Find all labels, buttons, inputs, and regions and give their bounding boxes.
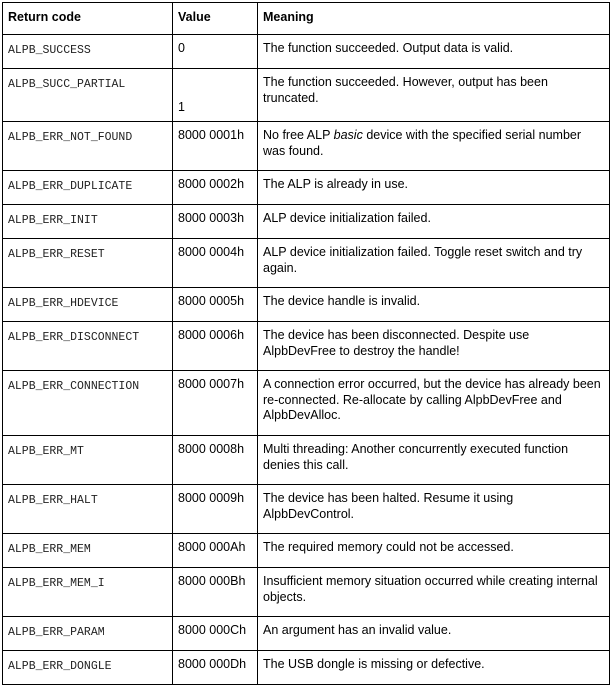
meaning-cell: The ALP is already in use. (258, 171, 610, 205)
return-code-cell: ALPB_ERR_MEM_I (3, 568, 173, 617)
meaning-cell: The required memory could not be accessed. (258, 534, 610, 568)
table-row (3, 485, 610, 534)
table-row (3, 568, 610, 617)
return-code-cell: ALPB_ERR_RESET (3, 239, 173, 288)
meaning-cell (258, 122, 610, 171)
value-cell: 8000 0004h (173, 239, 258, 288)
meaning-cell: The USB dongle is missing or defective. (258, 651, 610, 685)
value-cell: 8000 000Ch (173, 617, 258, 651)
table-row (3, 205, 610, 239)
table-row (3, 322, 610, 371)
table-row (3, 122, 610, 171)
meaning-text: No free ALP (263, 128, 334, 142)
return-code-cell: ALPB_ERR_DONGLE (3, 651, 173, 685)
return-code-cell: ALPB_ERR_DUPLICATE (3, 171, 173, 205)
return-code-cell: ALPB_ERR_NOT_FOUND (3, 122, 173, 171)
meaning-text: basic (333, 128, 363, 142)
table-row (3, 239, 610, 288)
return-code-cell: ALPB_ERR_MEM (3, 534, 173, 568)
header-value: Value (173, 3, 258, 35)
value-cell: 8000 0006h (173, 322, 258, 371)
return-code-cell: ALPB_ERR_PARAM (3, 617, 173, 651)
meaning-cell: The device has been disconnected. Despite use AlpbDevFree to destroy the handle! (258, 322, 610, 371)
value-cell: 0 (173, 35, 258, 69)
value-cell: 8000 0008h (173, 436, 258, 485)
return-code-cell: ALPB_ERR_HALT (3, 485, 173, 534)
value-cell: 8000 000Ah (173, 534, 258, 568)
meaning-cell: The device has been halted. Resume it using AlpbDevControl. (258, 485, 610, 534)
meaning-cell: Multi threading: Another concurrently executed function denies this call. (258, 436, 610, 485)
table-row (3, 651, 610, 685)
return-code-cell: ALPB_ERR_CONNECTION (3, 371, 173, 436)
table-header-row (3, 3, 610, 35)
meaning-text: device with the specified serial number was found. (263, 128, 582, 158)
meaning-cell: Insufficient memory situation occurred while creating internal objects. (258, 568, 610, 617)
return-code-table (2, 2, 610, 685)
table-row (3, 617, 610, 651)
meaning-cell: The function succeeded. Output data is valid. (258, 35, 610, 69)
value-cell: 8000 0009h (173, 485, 258, 534)
return-code-cell: ALPB_ERR_HDEVICE (3, 288, 173, 322)
meaning-cell: The device handle is invalid. (258, 288, 610, 322)
value-cell: 8000 000Dh (173, 651, 258, 685)
header-meaning: Meaning (258, 3, 610, 35)
table-row (3, 288, 610, 322)
meaning-cell: ALP device initialization failed. (258, 205, 610, 239)
meaning-cell: The function succeeded. However, output has been truncated. (258, 69, 610, 122)
meaning-cell: A connection error occurred, but the device has already been re-connected. Re-allocate by calling AlpbDevFree and AlpbDevAlloc. (258, 371, 610, 436)
value-cell: 8000 0003h (173, 205, 258, 239)
meaning-cell: ALP device initialization failed. Toggle reset switch and try again. (258, 239, 610, 288)
return-code-cell: ALPB_SUCCESS (3, 35, 173, 69)
meaning-cell: An argument has an invalid value. (258, 617, 610, 651)
header-return-code: Return code (3, 3, 173, 35)
return-code-cell: ALPB_ERR_MT (3, 436, 173, 485)
table-row (3, 371, 610, 436)
table-row (3, 534, 610, 568)
return-code-cell: ALPB_ERR_INIT (3, 205, 173, 239)
table-row (3, 436, 610, 485)
return-code-cell: ALPB_ERR_DISCONNECT (3, 322, 173, 371)
value-cell: 8000 0007h (173, 371, 258, 436)
value-cell: 8000 0005h (173, 288, 258, 322)
table-row (3, 35, 610, 69)
value-cell: 8000 0001h (173, 122, 258, 171)
value-cell: 8000 0002h (173, 171, 258, 205)
table-row (3, 171, 610, 205)
return-code-cell: ALPB_SUCC_PARTIAL (3, 69, 173, 122)
value-cell: 1 (173, 69, 258, 122)
table-row (3, 69, 610, 122)
value-cell: 8000 000Bh (173, 568, 258, 617)
